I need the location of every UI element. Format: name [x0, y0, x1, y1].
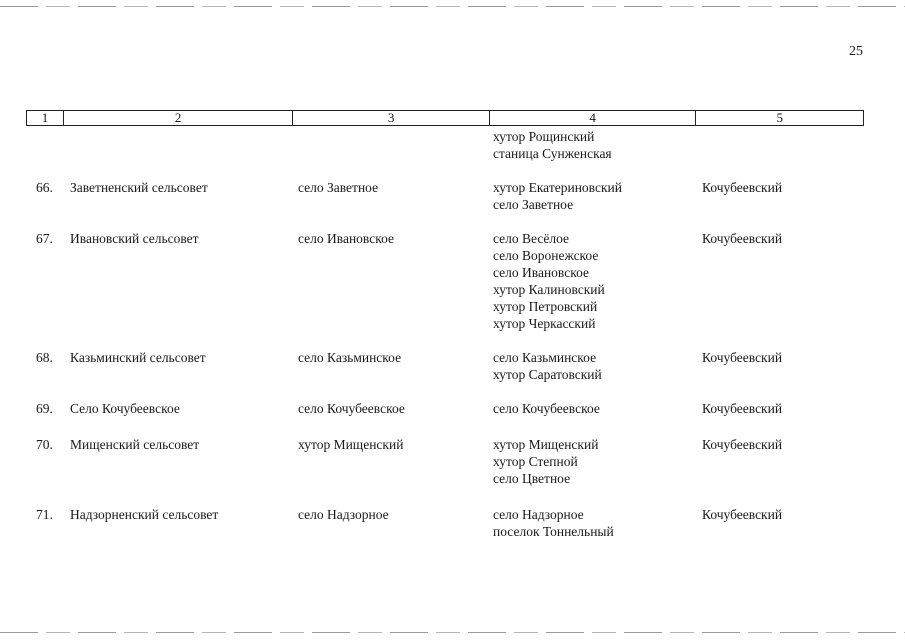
- municipality-name: Село Кочубеевское: [70, 401, 180, 416]
- place-name: хутор Петровский: [493, 299, 598, 314]
- table-header: [26, 110, 864, 126]
- municipality-name: Ивановский сельсовет: [70, 231, 199, 246]
- place-name: село Казьминское: [493, 350, 597, 365]
- page-number: 25: [849, 44, 863, 59]
- header-col-5: 5: [776, 110, 783, 125]
- place-name: хутор Екатериновский: [493, 180, 622, 195]
- municipality-name: Надзорненский сельсовет: [70, 507, 219, 522]
- place-name: хутор Калиновский: [493, 282, 605, 297]
- place-name: хутор Степной: [493, 454, 578, 469]
- place-name: село Надзорное: [493, 507, 584, 522]
- municipality-name: Мищенский сельсовет: [70, 437, 200, 452]
- district-name: Кочубеевский: [702, 231, 783, 246]
- place-name: хутор Саратовский: [493, 367, 602, 382]
- place-name: хутор Черкасский: [493, 316, 596, 331]
- header-col-2: 2: [64, 111, 293, 125]
- district-name: Кочубеевский: [702, 350, 783, 365]
- row-number: 69.: [36, 401, 53, 416]
- admin-center: село Надзорное: [298, 507, 389, 522]
- header-col-1: 1: [27, 111, 64, 125]
- settlements-list: [493, 349, 602, 383]
- scan-edge-bottom: [0, 632, 905, 633]
- admin-center: село Заветное: [298, 180, 379, 195]
- row-number: 71.: [36, 507, 53, 522]
- row-number: 67.: [36, 231, 53, 246]
- admin-center: село Казьминское: [298, 350, 402, 365]
- continuation-places: [493, 128, 612, 162]
- row-number: 68.: [36, 350, 53, 365]
- settlements-list: [493, 179, 622, 213]
- district-name: Кочубеевский: [702, 401, 783, 416]
- place-name: поселок Тоннельный: [493, 524, 614, 539]
- row-number: 70.: [36, 437, 53, 452]
- place-name: хутор Рощинский: [493, 129, 595, 144]
- district-name: Кочубеевский: [702, 507, 783, 522]
- settlements-list: [493, 436, 598, 487]
- district-name: Кочубеевский: [702, 437, 783, 452]
- place-name: село Воронежское: [493, 248, 599, 263]
- settlements-list: [493, 230, 605, 332]
- row-number: 66.: [36, 180, 53, 195]
- place-name: село Кочубеевское: [493, 401, 600, 416]
- settlements-list: [493, 506, 614, 540]
- district-name: Кочубеевский: [702, 180, 783, 195]
- scan-edge-top: [0, 6, 905, 7]
- municipality-name: Казьминский сельсовет: [70, 350, 206, 365]
- admin-center: хутор Мищенский: [298, 437, 404, 452]
- place-name: село Ивановское: [493, 265, 589, 280]
- header-col-4: 4: [490, 111, 697, 125]
- place-name: село Цветное: [493, 471, 571, 486]
- place-name: хутор Мищенский: [493, 437, 599, 452]
- place-name: село Весёлое: [493, 231, 569, 246]
- settlements-list: [493, 400, 600, 417]
- admin-center: село Ивановское: [298, 231, 394, 246]
- place-name: село Заветное: [493, 197, 574, 212]
- admin-center: село Кочубеевское: [298, 401, 405, 416]
- place-name: станица Сунженская: [493, 146, 612, 161]
- header-col-3: 3: [293, 111, 490, 125]
- municipality-name: Заветненский сельсовет: [70, 180, 208, 195]
